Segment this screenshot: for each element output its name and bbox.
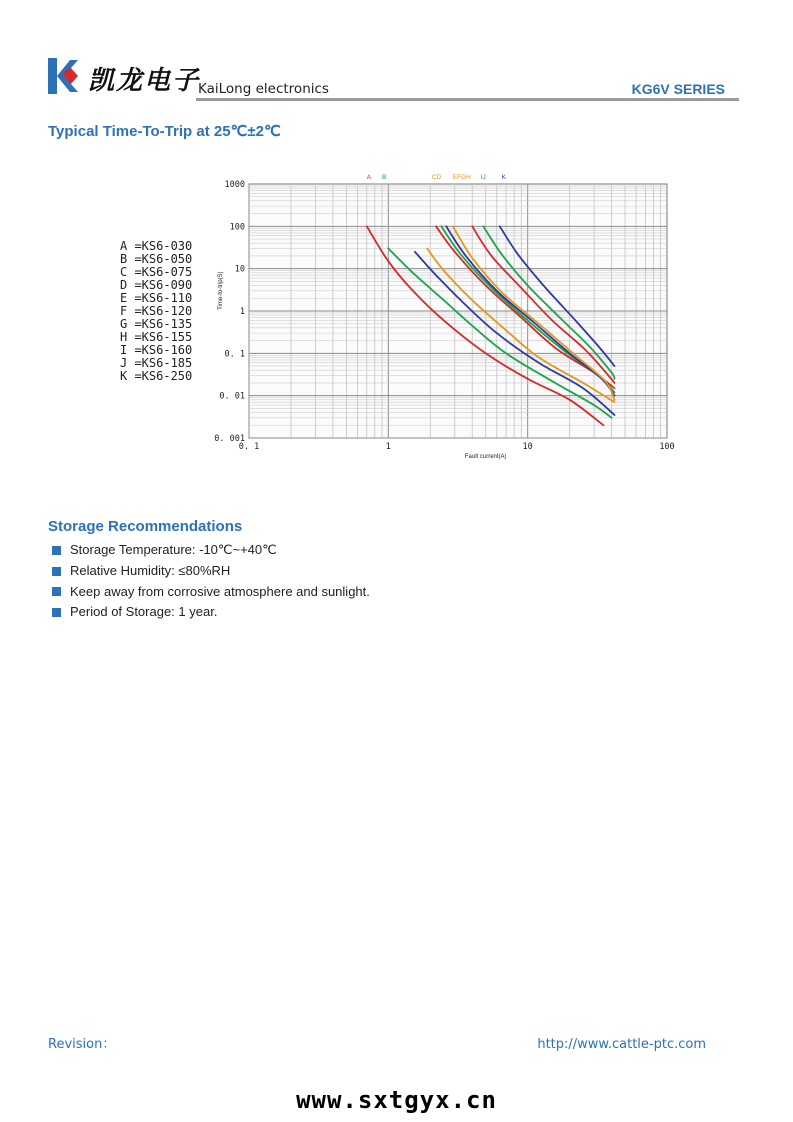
storage-period-text: Period of Storage: 1 year. xyxy=(70,604,218,620)
legend-item: F =KS6-120 xyxy=(120,304,193,318)
chart-legend xyxy=(120,240,192,383)
revision-label: Revision： xyxy=(48,1037,116,1052)
curve-group-label: B xyxy=(381,174,387,181)
list-item xyxy=(52,540,370,561)
keep-away-text: Keep away from corrosive atmosphere and sunlight. xyxy=(70,583,370,599)
square-bullet-icon xyxy=(52,608,61,617)
relative-humidity-text: Relative Humidity: ≤80%RH xyxy=(70,563,231,579)
curve-group-label: IJ xyxy=(480,174,486,181)
square-bullet-icon xyxy=(52,567,61,576)
x-tick-label: 10 xyxy=(522,442,533,452)
legend-item: H =KS6-155 xyxy=(120,330,193,344)
legend-item: E =KS6-110 xyxy=(120,291,193,305)
company-logo-icon xyxy=(48,58,78,94)
legend-item: B =KS6-050 xyxy=(120,252,193,266)
legend-item: J =KS6-185 xyxy=(120,356,193,370)
square-bullet-icon xyxy=(52,587,61,596)
watermark-text: www.sxtgyx.cn xyxy=(296,1086,497,1114)
company-name-english: KaiLong electronics xyxy=(198,81,329,97)
list-item xyxy=(52,581,370,602)
y-tick-label: 0. 1 xyxy=(224,349,245,360)
storage-list xyxy=(52,540,370,623)
y-tick-label: 1 xyxy=(239,307,245,317)
header-divider xyxy=(196,98,739,101)
x-tick-label: 1 xyxy=(385,442,391,452)
legend-item: C =KS6-075 xyxy=(120,265,193,279)
x-tick-label: 100 xyxy=(659,442,675,452)
curve-group-label: A xyxy=(366,174,372,181)
legend-item: D =KS6-090 xyxy=(120,278,193,292)
y-axis-label: Time-to-trip(S) xyxy=(218,271,224,310)
curve-group-label: CD xyxy=(431,174,442,181)
list-item xyxy=(52,602,370,623)
website-link[interactable]: http://www.cattle-ptc.com xyxy=(537,1037,706,1052)
y-tick-label: 10 xyxy=(234,264,245,275)
square-bullet-icon xyxy=(52,546,61,555)
legend-item: G =KS6-135 xyxy=(120,317,193,331)
section-title-time-to-trip: Typical Time-To-Trip at 25℃±2℃ xyxy=(48,123,281,140)
curve-group-label: K xyxy=(501,174,506,181)
series-title: KG6V SERIES xyxy=(631,81,725,97)
list-item xyxy=(52,561,370,582)
y-tick-label: 1000 xyxy=(224,180,245,190)
legend-item: A =KS6-030 xyxy=(120,239,193,253)
x-tick-label: 0. 1 xyxy=(238,442,260,452)
x-axis-label: Fault current(A) xyxy=(464,454,507,460)
legend-item: K =KS6-250 xyxy=(120,369,193,383)
storage-title: Storage Recommendations xyxy=(48,518,243,535)
y-tick-label: 0. 01 xyxy=(219,391,245,402)
company-name-chinese: 凯龙电子 xyxy=(88,66,201,96)
time-to-trip-chart xyxy=(214,170,694,465)
legend-item: I =KS6-160 xyxy=(120,343,193,357)
y-tick-label: 100 xyxy=(229,222,245,233)
y-tick-label: 0. 001 xyxy=(214,434,245,444)
curve-group-label: EFGH xyxy=(452,174,471,181)
storage-temperature-text: Storage Temperature: -10℃~+40℃ xyxy=(70,542,277,558)
